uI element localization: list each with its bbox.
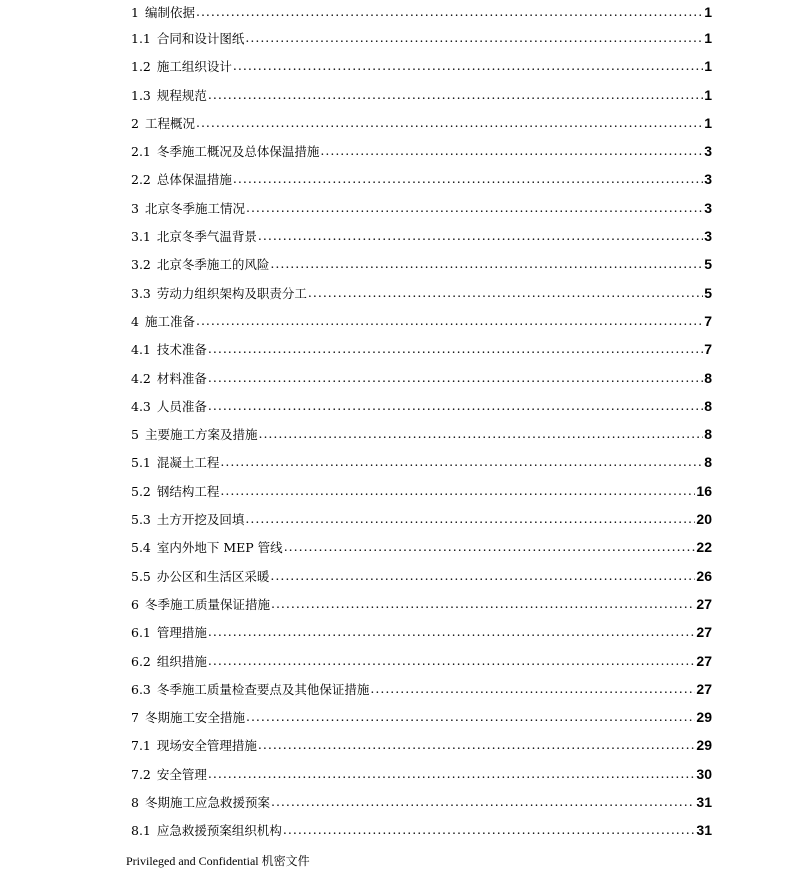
toc-entry-number: 4.1 [131,342,151,358]
toc-entry-title: 主要施工方案及措施 [144,427,258,443]
toc-entry[interactable] [131,137,712,165]
toc-entry-page-number: 27 [696,652,712,669]
toc-dot-leader [284,533,696,561]
toc-entry-number: 1.3 [131,87,151,103]
toc-entry-title: 施工组织设计 [156,59,232,75]
toc-entry-title: 办公区和生活区采暖 [156,568,270,584]
toc-entry-number: 2 [131,115,139,131]
toc-entry-number: 7 [131,710,139,726]
toc-entry-number: 4 [131,313,139,329]
toc-dot-leader [208,81,703,109]
table-of-contents [131,0,712,845]
toc-dot-leader [271,590,695,618]
toc-entry[interactable] [131,760,712,788]
toc-entry-page-number: 31 [696,794,712,811]
toc-dot-leader [246,194,703,222]
toc-entry-page-number: 26 [696,567,712,584]
toc-dot-leader [320,137,703,165]
toc-entry[interactable] [131,52,712,80]
toc-entry-title: 管理措施 [156,625,207,641]
toc-entry-title: 施工准备 [144,313,195,329]
toc-entry-page-number: 16 [696,482,712,499]
toc-dot-leader [258,420,703,448]
toc-entry[interactable] [131,731,712,759]
toc-dot-leader [283,816,696,844]
toc-entry[interactable] [131,477,712,505]
toc-entry-title: 冬季施工概况及总体保温措施 [156,144,320,160]
toc-dot-leader [245,24,703,52]
toc-dot-leader [270,250,703,278]
toc-entry-page-number: 3 [704,143,712,160]
toc-entry-page-number: 20 [696,511,712,528]
page-footer: Privileged and Confidential 机密文件 [126,854,310,868]
toc-entry-number: 3.2 [131,257,151,273]
toc-entry-title: 冬季施工质量检查要点及其他保证措施 [156,681,370,697]
toc-entry[interactable] [131,448,712,476]
toc-entry-title: 合同和设计图纸 [156,31,245,46]
toc-entry-title: 规程规范 [156,87,207,103]
toc-entry-title: 安全管理 [156,766,207,782]
toc-entry-title: 总体保温措施 [156,172,232,188]
toc-entry-page-number: 29 [696,737,712,754]
toc-dot-leader [196,0,703,24]
toc-dot-leader [370,675,695,703]
toc-entry-title: 现场安全管理措施 [156,738,257,754]
toc-entry-number: 6.1 [131,625,151,641]
toc-entry-number: 2.2 [131,172,151,188]
toc-entry-page-number: 1 [704,58,712,75]
toc-entry-page-number: 3 [704,228,712,245]
toc-entry[interactable] [131,194,712,222]
toc-entry[interactable] [131,647,712,675]
toc-entry[interactable] [131,816,712,844]
toc-entry[interactable] [131,307,712,335]
toc-entry-number: 1.2 [131,59,151,75]
toc-dot-leader [208,392,703,420]
toc-dot-leader [233,165,703,193]
toc-dot-leader [246,703,695,731]
toc-entry-page-number: 27 [696,624,712,641]
toc-entry-page-number: 1 [704,30,712,46]
toc-entry-number: 6 [131,596,139,612]
toc-entry-title: 组织措施 [156,653,207,669]
toc-dot-leader [196,109,703,137]
toc-entry-number: 5 [131,427,139,443]
toc-entry-page-number: 3 [704,171,712,188]
toc-entry-number: 2.1 [131,144,151,160]
toc-entry-title: 土方开挖及回填 [156,512,245,528]
toc-dot-leader [270,562,695,590]
toc-entry[interactable] [131,24,712,52]
toc-entry[interactable] [131,0,712,24]
toc-entry-number: 1.1 [131,31,151,46]
toc-entry-number: 3.1 [131,229,151,245]
toc-entry[interactable] [131,505,712,533]
toc-entry-number: 8.1 [131,823,151,839]
toc-entry[interactable] [131,335,712,363]
toc-entry[interactable] [131,590,712,618]
toc-entry-page-number: 1 [704,86,712,103]
toc-entry-title: 冬期施工安全措施 [144,710,245,726]
toc-entry-number: 1 [131,5,139,20]
toc-entry[interactable] [131,250,712,278]
toc-entry-title: 北京冬季施工的风险 [156,257,270,273]
toc-entry-page-number: 5 [704,256,712,273]
toc-entry-number: 6.3 [131,681,151,697]
toc-dot-leader [220,477,695,505]
toc-dot-leader [196,307,703,335]
toc-dot-leader [208,760,696,788]
toc-entry-title: 室内外地下 MEP 管线 [156,540,283,556]
toc-entry-page-number: 27 [696,595,712,612]
toc-dot-leader [271,788,695,816]
toc-entry-number: 4.2 [131,370,151,386]
toc-entry-page-number: 29 [696,709,712,726]
toc-entry-page-number: 1 [704,114,712,131]
toc-entry-title: 混凝土工程 [156,455,220,471]
toc-entry-number: 5.3 [131,512,151,528]
toc-entry-page-number: 8 [704,426,712,443]
toc-entry-page-number: 7 [704,341,712,358]
toc-entry-page-number: 8 [704,397,712,414]
toc-entry-number: 7.2 [131,766,151,782]
toc-dot-leader [308,279,703,307]
toc-entry-number: 3.3 [131,285,151,301]
toc-entry[interactable] [131,109,712,137]
toc-entry-title: 技术准备 [156,342,207,358]
toc-entry-title: 编制依据 [144,5,195,20]
toc-entry-title: 应急救援预案组织机构 [156,823,282,839]
toc-dot-leader [208,364,703,392]
toc-dot-leader [208,647,696,675]
toc-entry[interactable] [131,675,712,703]
toc-dot-leader [233,52,703,80]
toc-entry[interactable] [131,222,712,250]
toc-entry-title: 劳动力组织架构及职责分工 [156,285,307,301]
toc-entry[interactable] [131,618,712,646]
toc-entry[interactable] [131,788,712,816]
toc-entry[interactable] [131,279,712,307]
toc-entry-title: 冬期施工应急救援预案 [144,795,270,811]
toc-entry-number: 6.2 [131,653,151,669]
toc-entry-title: 北京冬季气温背景 [156,229,257,245]
toc-entry-number: 5.5 [131,568,151,584]
toc-entry-number: 7.1 [131,738,151,754]
toc-entry-number: 3 [131,200,139,216]
toc-entry[interactable] [131,420,712,448]
toc-entry-number: 5.4 [131,540,151,556]
toc-entry-number: 4.3 [131,398,151,414]
toc-entry-title: 材料准备 [156,370,207,386]
toc-entry-number: 5.2 [131,483,151,499]
toc-dot-leader [220,448,703,476]
toc-entry-page-number: 1 [704,4,712,20]
toc-entry-title: 钢结构工程 [156,483,220,499]
toc-entry-page-number: 5 [704,284,712,301]
toc-entry-page-number: 30 [696,765,712,782]
toc-entry[interactable] [131,165,712,193]
toc-dot-leader [208,335,703,363]
toc-entry-page-number: 27 [696,680,712,697]
toc-entry-page-number: 3 [704,199,712,216]
toc-dot-leader [258,731,696,759]
toc-entry-title: 人员准备 [156,398,207,414]
toc-entry[interactable] [131,364,712,392]
toc-entry[interactable] [131,703,712,731]
toc-entry-page-number: 31 [696,822,712,839]
toc-entry[interactable] [131,392,712,420]
toc-entry-number: 5.1 [131,455,151,471]
toc-entry[interactable] [131,533,712,561]
toc-dot-leader [245,505,695,533]
toc-dot-leader [258,222,703,250]
toc-entry-title: 北京冬季施工情况 [144,200,245,216]
toc-dot-leader [208,618,696,646]
toc-entry-page-number: 8 [704,369,712,386]
toc-entry-page-number: 22 [696,539,712,556]
toc-entry-page-number: 8 [704,454,712,471]
toc-entry-title: 冬季施工质量保证措施 [144,596,270,612]
toc-entry[interactable] [131,562,712,590]
toc-entry-title: 工程概况 [144,115,195,131]
toc-entry[interactable] [131,81,712,109]
toc-entry-page-number: 7 [704,312,712,329]
toc-entry-number: 8 [131,795,139,811]
